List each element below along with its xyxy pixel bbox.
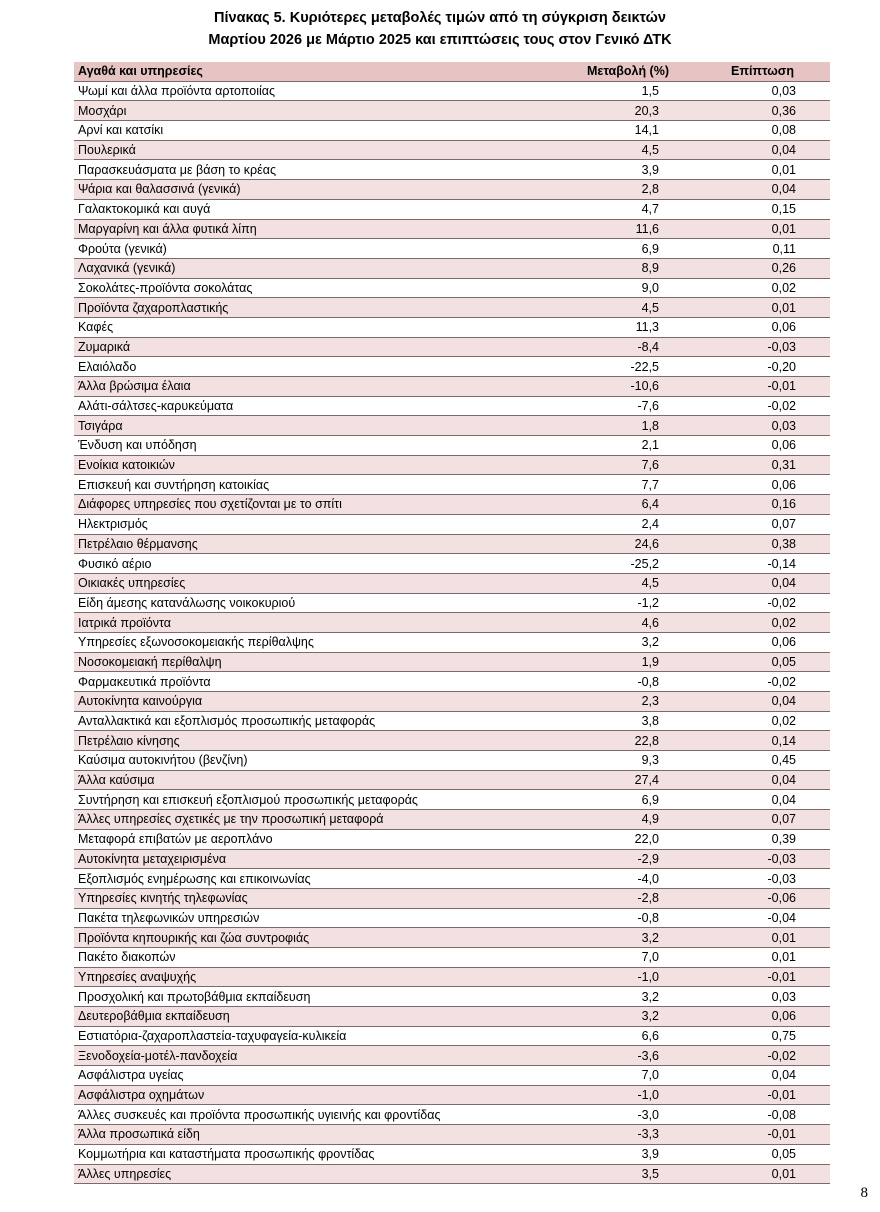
table-row: [74, 908, 830, 928]
table-row: [74, 298, 830, 318]
table-row: [74, 790, 830, 810]
cell-change: 4,7: [542, 199, 695, 219]
cell-impact: 0,14: [695, 731, 830, 751]
cell-impact: 0,16: [695, 495, 830, 515]
cell-impact: 0,31: [695, 455, 830, 475]
cell-impact: 0,01: [695, 298, 830, 318]
table-title-line-1: Πίνακας 5. Κυριότερες μεταβολές τιμών από τη σύγκριση δεικτών: [214, 10, 666, 26]
cell-impact: 0,04: [695, 140, 830, 160]
cell-impact: -0,04: [695, 908, 830, 928]
cell-change: 4,5: [542, 140, 695, 160]
cell-item: Παρασκευάσματα με βάση το κρέας: [74, 160, 542, 180]
cell-change: 3,5: [542, 1164, 695, 1184]
table-row: [74, 357, 830, 377]
cell-impact: 0,02: [695, 711, 830, 731]
cell-change: -0,8: [542, 672, 695, 692]
table-row: [74, 317, 830, 337]
cell-item: Πουλερικά: [74, 140, 542, 160]
cell-item: Φαρμακευτικά προϊόντα: [74, 672, 542, 692]
cell-impact: 0,11: [695, 239, 830, 259]
table-row: [74, 455, 830, 475]
cell-item: Καφές: [74, 317, 542, 337]
cell-change: -10,6: [542, 377, 695, 397]
cell-item: Άλλα βρώσιμα έλαια: [74, 377, 542, 397]
cell-change: 14,1: [542, 121, 695, 141]
cell-impact: -0,01: [695, 967, 830, 987]
cell-item: Αρνί και κατσίκι: [74, 121, 542, 141]
header-goods-services: Αγαθά και υπηρεσίες: [74, 62, 542, 81]
cell-impact: 0,38: [695, 534, 830, 554]
cell-item: Αυτοκίνητα καινούργια: [74, 692, 542, 712]
cell-change: -3,0: [542, 1105, 695, 1125]
cell-impact: 0,04: [695, 180, 830, 200]
price-changes-table: [74, 62, 830, 1184]
cell-change: 7,7: [542, 475, 695, 495]
cell-impact: 0,01: [695, 928, 830, 948]
cell-change: 3,8: [542, 711, 695, 731]
cell-change: 20,3: [542, 101, 695, 121]
cell-item: Υπηρεσίες αναψυχής: [74, 967, 542, 987]
cell-item: Άλλα καύσιμα: [74, 770, 542, 790]
cell-item: Μεταφορά επιβατών με αεροπλάνο: [74, 829, 542, 849]
cell-change: 27,4: [542, 770, 695, 790]
cell-impact: 0,06: [695, 436, 830, 456]
table-row: [74, 1046, 830, 1066]
cell-item: Πακέτα τηλεφωνικών υπηρεσιών: [74, 908, 542, 928]
table-row: [74, 672, 830, 692]
cell-change: 1,8: [542, 416, 695, 436]
cell-item: Υπηρεσίες κινητής τηλεφωνίας: [74, 888, 542, 908]
page-number: 8: [860, 1185, 868, 1201]
table-title-line-2: Μαρτίου 2026 με Μάρτιο 2025 και επιπτώσεις τους στον Γενικό ΔΤΚ: [208, 32, 672, 48]
table-row: [74, 711, 830, 731]
table-row: [74, 731, 830, 751]
table-row: [74, 652, 830, 672]
table-row: [74, 1164, 830, 1184]
cell-item: Προϊόντα κηπουρικής και ζώα συντροφιάς: [74, 928, 542, 948]
cell-change: -1,0: [542, 967, 695, 987]
table-row: [74, 573, 830, 593]
cell-impact: 0,03: [695, 987, 830, 1007]
table-row: [74, 554, 830, 574]
cell-change: 4,9: [542, 810, 695, 830]
cell-impact: -0,03: [695, 849, 830, 869]
cell-impact: 0,02: [695, 278, 830, 298]
cell-impact: -0,02: [695, 1046, 830, 1066]
cell-impact: 0,39: [695, 829, 830, 849]
table-row: [74, 278, 830, 298]
table-row: [74, 1144, 830, 1164]
cell-impact: 0,03: [695, 416, 830, 436]
cell-impact: -0,01: [695, 377, 830, 397]
cell-item: Ασφάλιστρα οχημάτων: [74, 1085, 542, 1105]
cell-impact: -0,02: [695, 672, 830, 692]
cell-impact: 0,04: [695, 1066, 830, 1086]
cell-item: Ψάρια και θαλασσινά (γενικά): [74, 180, 542, 200]
cell-impact: 0,01: [695, 219, 830, 239]
table-row: [74, 436, 830, 456]
cell-item: Ψωμί και άλλα προϊόντα αρτοποιίας: [74, 81, 542, 101]
table-row: [74, 987, 830, 1007]
cell-item: Υπηρεσίες εξωνοσοκομειακής περίθαλψης: [74, 632, 542, 652]
cell-impact: -0,01: [695, 1125, 830, 1145]
cell-impact: -0,14: [695, 554, 830, 574]
cell-impact: 0,15: [695, 199, 830, 219]
cell-change: -8,4: [542, 337, 695, 357]
table-header-row: [74, 62, 830, 81]
cell-change: 11,3: [542, 317, 695, 337]
table-row: [74, 475, 830, 495]
cell-impact: -0,03: [695, 337, 830, 357]
cell-impact: -0,06: [695, 888, 830, 908]
cell-change: 4,6: [542, 613, 695, 633]
table-row: [74, 751, 830, 771]
table-row: [74, 258, 830, 278]
table-row: [74, 495, 830, 515]
cell-impact: -0,08: [695, 1105, 830, 1125]
cell-change: 1,5: [542, 81, 695, 101]
table-row: [74, 1007, 830, 1027]
cell-item: Άλλες συσκευές και προϊόντα προσωπικής υγιεινής και φροντίδας: [74, 1105, 542, 1125]
cell-impact: 0,04: [695, 573, 830, 593]
cell-item: Φρούτα (γενικά): [74, 239, 542, 259]
cell-change: -1,0: [542, 1085, 695, 1105]
cell-item: Καύσιμα αυτοκινήτου (βενζίνη): [74, 751, 542, 771]
cell-impact: 0,06: [695, 317, 830, 337]
table-row: [74, 829, 830, 849]
table-row: [74, 81, 830, 101]
table-row: [74, 219, 830, 239]
cell-impact: -0,20: [695, 357, 830, 377]
cell-impact: 0,07: [695, 810, 830, 830]
table-row: [74, 101, 830, 121]
table-row: [74, 770, 830, 790]
cell-change: 6,4: [542, 495, 695, 515]
cell-impact: 0,36: [695, 101, 830, 121]
cell-item: Αλάτι-σάλτσες-καρυκεύματα: [74, 396, 542, 416]
cell-item: Άλλα προσωπικά είδη: [74, 1125, 542, 1145]
table-row: [74, 396, 830, 416]
cell-change: -7,6: [542, 396, 695, 416]
cell-change: 22,8: [542, 731, 695, 751]
table-row: [74, 337, 830, 357]
cell-change: 6,9: [542, 239, 695, 259]
cell-impact: -0,01: [695, 1085, 830, 1105]
cell-item: Προϊόντα ζαχαροπλαστικής: [74, 298, 542, 318]
cell-item: Μοσχάρι: [74, 101, 542, 121]
cell-item: Ζυμαρικά: [74, 337, 542, 357]
cell-item: Φυσικό αέριο: [74, 554, 542, 574]
cell-change: 8,9: [542, 258, 695, 278]
cell-item: Ασφάλιστρα υγείας: [74, 1066, 542, 1086]
table-row: [74, 967, 830, 987]
table-row: [74, 514, 830, 534]
table-row: [74, 869, 830, 889]
table-row: [74, 849, 830, 869]
table-row: [74, 632, 830, 652]
cell-change: -3,3: [542, 1125, 695, 1145]
cell-item: Κομμωτήρια και καταστήματα προσωπικής φροντίδας: [74, 1144, 542, 1164]
cell-impact: 0,01: [695, 160, 830, 180]
cell-impact: 0,05: [695, 652, 830, 672]
cell-change: -4,0: [542, 869, 695, 889]
cell-item: Άλλες υπηρεσίες: [74, 1164, 542, 1184]
cell-item: Πακέτο διακοπών: [74, 947, 542, 967]
cell-impact: 0,45: [695, 751, 830, 771]
cell-change: 2,3: [542, 692, 695, 712]
cell-impact: -0,02: [695, 396, 830, 416]
cell-change: 3,2: [542, 1007, 695, 1027]
cell-change: 7,0: [542, 1066, 695, 1086]
table-row: [74, 416, 830, 436]
cell-impact: 0,03: [695, 81, 830, 101]
cell-change: 9,3: [542, 751, 695, 771]
cell-change: 9,0: [542, 278, 695, 298]
cell-item: Ιατρικά προϊόντα: [74, 613, 542, 633]
header-change-percent: Μεταβολή (%): [542, 62, 695, 81]
table-row: [74, 1125, 830, 1145]
cell-item: Γαλακτοκομικά και αυγά: [74, 199, 542, 219]
cell-impact: 0,08: [695, 121, 830, 141]
table-row: [74, 160, 830, 180]
cell-item: Εστιατόρια-ζαχαροπλαστεία-ταχυφαγεία-κυλικεία: [74, 1026, 542, 1046]
cell-change: -25,2: [542, 554, 695, 574]
table-row: [74, 928, 830, 948]
cell-item: Νοσοκομειακή περίθαλψη: [74, 652, 542, 672]
cell-item: Επισκευή και συντήρηση κατοικίας: [74, 475, 542, 495]
cell-item: Είδη άμεσης κατανάλωσης νοικοκυριού: [74, 593, 542, 613]
cell-change: 3,2: [542, 928, 695, 948]
cell-change: -2,9: [542, 849, 695, 869]
cell-impact: 0,06: [695, 475, 830, 495]
cell-item: Εξοπλισμός ενημέρωσης και επικοινωνίας: [74, 869, 542, 889]
table-row: [74, 613, 830, 633]
table-row: [74, 239, 830, 259]
cell-impact: 0,06: [695, 632, 830, 652]
table-row: [74, 377, 830, 397]
cell-item: Λαχανικά (γενικά): [74, 258, 542, 278]
cell-change: 4,5: [542, 298, 695, 318]
cell-change: 22,0: [542, 829, 695, 849]
cell-impact: 0,05: [695, 1144, 830, 1164]
table-row: [74, 888, 830, 908]
cell-item: Πετρέλαιο θέρμανσης: [74, 534, 542, 554]
cell-change: 2,1: [542, 436, 695, 456]
table-row: [74, 1026, 830, 1046]
cell-change: 3,9: [542, 1144, 695, 1164]
cell-change: 6,6: [542, 1026, 695, 1046]
cell-impact: 0,01: [695, 947, 830, 967]
cell-item: Ελαιόλαδο: [74, 357, 542, 377]
cell-change: -3,6: [542, 1046, 695, 1066]
cell-item: Διάφορες υπηρεσίες που σχετίζονται με το σπίτι: [74, 495, 542, 515]
cell-impact: 0,04: [695, 692, 830, 712]
cell-item: Πετρέλαιο κίνησης: [74, 731, 542, 751]
cell-item: Μαργαρίνη και άλλα φυτικά λίπη: [74, 219, 542, 239]
cell-change: 6,9: [542, 790, 695, 810]
cell-change: 3,2: [542, 632, 695, 652]
table-row: [74, 593, 830, 613]
cell-impact: 0,01: [695, 1164, 830, 1184]
table-row: [74, 1105, 830, 1125]
cell-item: Ξενοδοχεία-μοτέλ-πανδοχεία: [74, 1046, 542, 1066]
table-row: [74, 199, 830, 219]
cell-item: Ένδυση και υπόδηση: [74, 436, 542, 456]
table-row: [74, 180, 830, 200]
cell-change: -2,8: [542, 888, 695, 908]
cell-impact: 0,04: [695, 770, 830, 790]
cell-item: Δευτεροβάθμια εκπαίδευση: [74, 1007, 542, 1027]
cell-impact: 0,06: [695, 1007, 830, 1027]
cell-change: 7,0: [542, 947, 695, 967]
table-row: [74, 534, 830, 554]
cell-item: Προσχολική και πρωτοβάθμια εκπαίδευση: [74, 987, 542, 1007]
table-row: [74, 140, 830, 160]
cell-item: Ηλεκτρισμός: [74, 514, 542, 534]
cell-impact: 0,26: [695, 258, 830, 278]
cell-change: -22,5: [542, 357, 695, 377]
cell-impact: 0,75: [695, 1026, 830, 1046]
cell-change: -1,2: [542, 593, 695, 613]
cell-change: 24,6: [542, 534, 695, 554]
table-row: [74, 121, 830, 141]
table-row: [74, 810, 830, 830]
cell-item: Άλλες υπηρεσίες σχετικές με την προσωπική μεταφορά: [74, 810, 542, 830]
table-row: [74, 1085, 830, 1105]
cell-item: Συντήρηση και επισκευή εξοπλισμού προσωπικής μεταφοράς: [74, 790, 542, 810]
cell-impact: -0,02: [695, 593, 830, 613]
table-row: [74, 692, 830, 712]
cell-change: 2,8: [542, 180, 695, 200]
cell-item: Οικιακές υπηρεσίες: [74, 573, 542, 593]
cell-change: 2,4: [542, 514, 695, 534]
cell-impact: 0,04: [695, 790, 830, 810]
table-row: [74, 1066, 830, 1086]
cell-change: -0,8: [542, 908, 695, 928]
cell-change: 1,9: [542, 652, 695, 672]
cell-change: 11,6: [542, 219, 695, 239]
cell-item: Αυτοκίνητα μεταχειρισμένα: [74, 849, 542, 869]
cell-item: Ανταλλακτικά και εξοπλισμός προσωπικής μεταφοράς: [74, 711, 542, 731]
cell-item: Τσιγάρα: [74, 416, 542, 436]
cell-impact: -0,03: [695, 869, 830, 889]
cell-impact: 0,07: [695, 514, 830, 534]
header-impact: Επίπτωση: [695, 62, 830, 81]
table-row: [74, 947, 830, 967]
cell-change: 3,9: [542, 160, 695, 180]
cell-item: Ενοίκια κατοικιών: [74, 455, 542, 475]
cell-change: 4,5: [542, 573, 695, 593]
cell-change: 7,6: [542, 455, 695, 475]
cell-item: Σοκολάτες-προϊόντα σοκολάτας: [74, 278, 542, 298]
cell-change: 3,2: [542, 987, 695, 1007]
cell-impact: 0,02: [695, 613, 830, 633]
